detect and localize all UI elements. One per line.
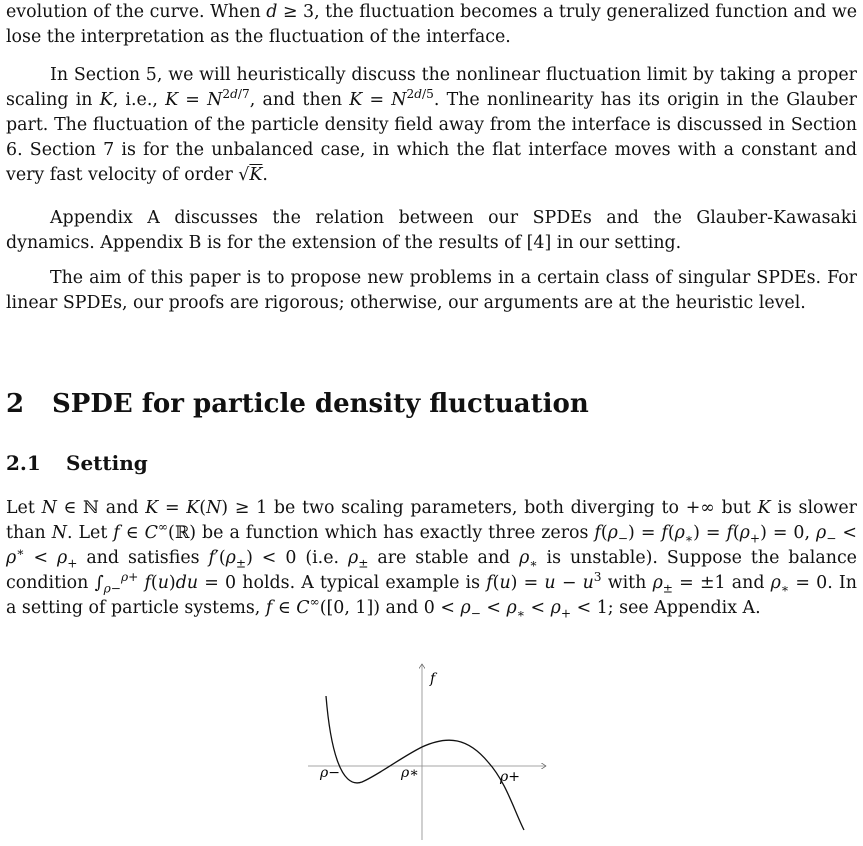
zero-label-rho-star: ρ∗ (401, 765, 419, 781)
section-heading: 2 SPDE for particle density fluctuation (6, 389, 589, 419)
paragraph-aim: The aim of this paper is to propose new problems in a certain class of singular SPDEs. For linear SPDEs, our proofs are rigorous; otherwise, our arguments are at the heuristic level. (6, 268, 857, 313)
cubic-function-plot (300, 650, 560, 846)
subsection-heading: 2.1 Setting (6, 451, 148, 475)
paragraph-setting: Let N ∈ ℕ and K = K(N) ≥ 1 be two scaling parameters, both diverging to +∞ but K is slower than N. Let f ∈ C∞(ℝ) be a function which has exactly three zeros $f(\rho_-) = f(\rho_∗) = f(\rho_+) = 0$, $\rho_- < \rho^∗ < \rho_+$ and satisfies $f'(\rho_\pm) < 0$ (i.e. $\rho_\pm$ are stable and $\rho_∗$ is unstable). Suppose the balance condition $\int_{\rho-}^{\rho+}$ f(u)du = 0 holds. A typical example is $f(u) = u - u^3$ with $\rho_\pm = \pm 1$ and $\rho_∗ = 0$. In a setting of particle systems, f ∈ C∞([0, 1]) and $0 < \rho_- < \rho_∗ < \rho_+ < 1$; see Appendix A. (6, 498, 857, 621)
paragraph-section-overview: In Section 5, we will heuristically discuss the nonlinear fluctuation limit by taking a proper scaling in K, i.e., $K = N^{2d/7}$, and then $K = N^{2d/5}$. The nonlinearity has its origin in the Glauber part. The fluctuation of the particle density field away from the interface is discussed in Section 6. Section 7 is for the unbalanced case, in which the flat interface moves with a constant and very fast velocity of order √K. (6, 65, 857, 185)
zero-label-rho-plus: ρ+ (500, 769, 520, 785)
cubic-curve (326, 696, 524, 830)
paragraph-appendix-overview: Appendix A discusses the relation between our SPDEs and the Glauber-Kawasaki dynamics. Appendix B is for the extension of the results of [4] in our setting. (6, 208, 857, 253)
zero-label-rho-minus: ρ− (320, 765, 340, 781)
paragraph-intro-end: evolution of the curve. When d ≥ 3, the fluctuation becomes a truly generalized function and we lose the interpretation as the fluctuation of the interface. (6, 2, 857, 47)
cubic-function-figure (300, 650, 560, 846)
axis-label-f: f (430, 671, 436, 687)
